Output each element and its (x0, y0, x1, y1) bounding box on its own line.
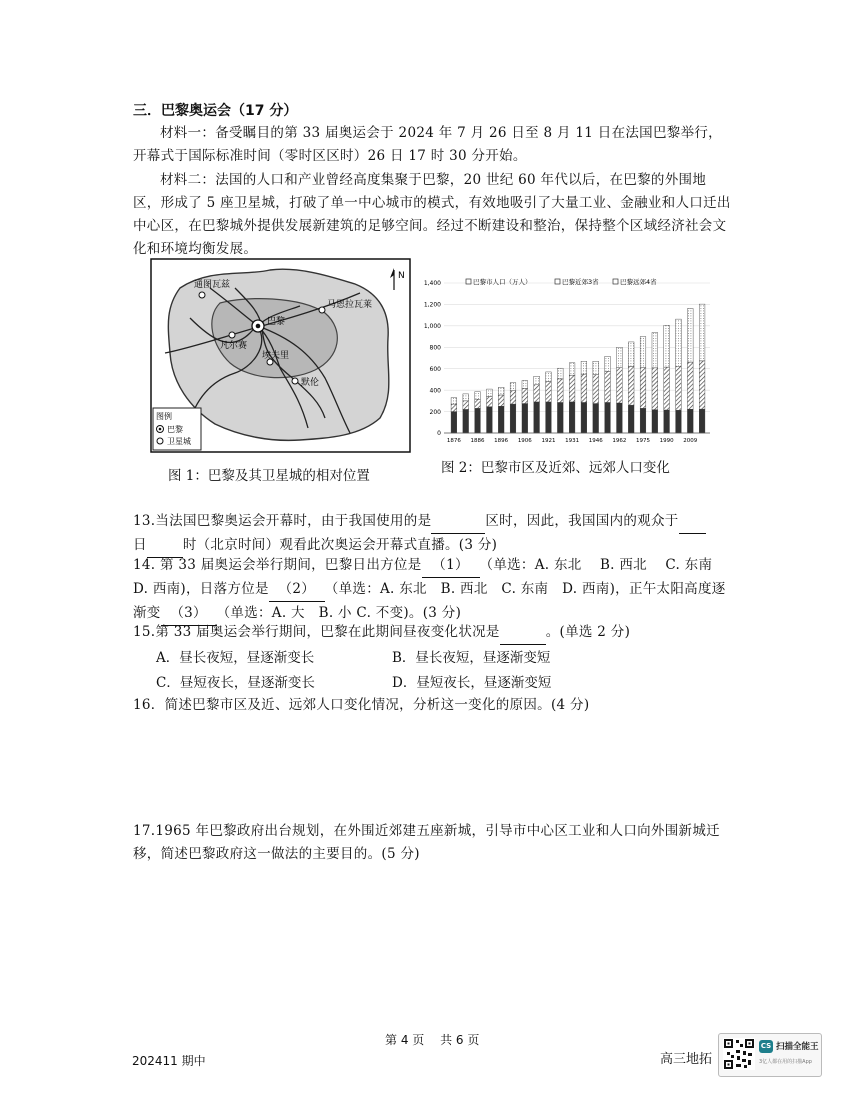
answer-blank[interactable]: （2） (269, 578, 325, 602)
y-tick-label: 1,200 (423, 301, 441, 309)
y-tick-label: 0 (437, 430, 441, 438)
bar-segment (498, 406, 504, 433)
section-title: 三．巴黎奥运会（17 分） (133, 103, 298, 119)
question-14: 14. 第 33 届奥运会举行期间，巴黎日出方位是 （1） （单选：A. 东北 B. 西北 C. 东南 D. 西南)，日落方位是 （2） （单选：A. 东北 B. 西北 C. 东南 D. 西南)，正午太阳高度逐渐变 （3） （单选：A. 大 B. 小 C. 不变)。(3 分) (133, 554, 733, 626)
question-13: 13.当法国巴黎奥运会开幕时，由于我国使用的是 区时，因此，我国国内的观众于 日 时（北京时间）观看此次奥运会开幕式直播。(3 分) (133, 510, 733, 558)
bar-segment (546, 402, 552, 433)
y-tick-label: 200 (429, 408, 441, 416)
bar-segment (557, 379, 563, 403)
bar-segment (640, 368, 646, 409)
y-tick-label: 1,000 (423, 323, 441, 331)
bar-segment (522, 381, 528, 389)
scanner-logo-icon: CS (759, 1040, 773, 1053)
answer-blank[interactable]: （1） (422, 554, 480, 578)
bar-segment (487, 389, 493, 397)
question-15: 15.第 33 届奥运会举行期间，巴黎在此期间昼夜变化状况是 。(单选 2 分) (133, 621, 733, 645)
answer-blank[interactable] (431, 510, 485, 534)
legend-series-1: 巴黎市人口（万人） (473, 278, 532, 286)
material-two: 材料二：法国的人口和产业曾经高度集聚于巴黎，20 世纪 60 年代以后，在巴黎的外围地区，形成了 5 座卫星城，打破了单一中心城市的模式，有效地吸引了大量工业、金融业和人口迁出中心区，在巴黎城外提供发展新建筑的足够空间。经过不断建设和整治，保持整个区域经济社会文化和环境均衡发展。 (133, 172, 731, 257)
bar-segment (628, 405, 634, 433)
x-tick-label: 1990 (659, 438, 674, 444)
bar-segment (451, 404, 457, 412)
x-tick-label: 1931 (565, 438, 580, 444)
y-tick-label: 400 (429, 387, 441, 395)
legend-item: 卫星城 (167, 437, 191, 446)
figure1-caption: 图 1：巴黎及其卫星城的相对位置 (168, 468, 370, 484)
x-tick-label: 1886 (470, 438, 485, 444)
legend-item: 巴黎 (167, 425, 183, 434)
bar-segment (581, 361, 587, 374)
bar-segment (510, 383, 516, 391)
population-chart (418, 268, 718, 453)
bar-segment (617, 403, 623, 433)
bar-segment (593, 375, 599, 404)
paris-map (150, 258, 412, 454)
bar-segment (581, 374, 587, 402)
footer-left: 202411 期中 (132, 1054, 206, 1068)
bar-segment (475, 408, 481, 433)
bar-segment (463, 401, 469, 410)
bar-segment (593, 404, 599, 433)
bar-segment (687, 362, 693, 409)
bar-segment (498, 395, 504, 406)
bar-segment (628, 367, 634, 406)
x-tick-label: 1962 (612, 438, 627, 444)
bar-segment (487, 397, 493, 407)
bar-segment (569, 375, 575, 402)
bar-segment (640, 337, 646, 368)
question-17: 17.1965 年巴黎政府出台规划，在外围近郊建五座新城，引导市中心区工业和人口向外围新城迁移，简述巴黎政府这一做法的主要目的。(5 分) (133, 823, 720, 862)
bar-segment (546, 372, 552, 382)
bar-segment (699, 361, 705, 409)
bar-segment (676, 366, 682, 410)
bar-segment (475, 392, 481, 400)
page-number: 第 4 页 共 6 页 (385, 1033, 480, 1047)
x-tick-label: 1906 (517, 438, 532, 444)
bar-segment (652, 333, 658, 368)
bar-segment (557, 402, 563, 433)
bar-segment (475, 399, 481, 408)
bar-segment (617, 368, 623, 403)
bar-segment (628, 342, 634, 367)
bar-segment (699, 409, 705, 433)
figure2-caption: 图 2：巴黎市区及近郊、远郊人口变化 (441, 460, 670, 476)
bar-segment (581, 402, 587, 433)
bar-segment (451, 412, 457, 433)
answer-blank[interactable] (679, 510, 706, 534)
bar-segment (593, 361, 599, 374)
bar-segment (522, 404, 528, 433)
satellite-marker (199, 292, 205, 298)
x-tick-label: 2009 (683, 438, 698, 444)
option-c: C．昼短夜长，昼逐渐变长 (156, 675, 315, 691)
material-one: 材料一：备受瞩目的第 33 届奥运会于 2024 年 7 月 26 日至 8 月 11 日在法国巴黎举行，开幕式于国际标准时间（零时区区时）26 日 17 时 30 分开始。 (133, 125, 722, 164)
bar-segment (451, 398, 457, 404)
question-16: 16．简述巴黎市区及近、远郊人口变化情况，分析这一变化的原因。(4 分) (133, 697, 590, 713)
city-label: 巴黎 (267, 317, 286, 327)
chart-legend (466, 277, 657, 286)
legend-series-3: 巴黎远郊4省 (620, 278, 657, 286)
bar-segment (534, 376, 540, 385)
satellite-marker (292, 378, 298, 384)
bar-segment (557, 368, 563, 379)
x-tick-label: 1896 (494, 438, 509, 444)
bar-segment (605, 356, 611, 371)
footer-right: 高三地拓 (660, 1052, 713, 1067)
scanner-subtitle: 3亿人都在用的扫描App (759, 1059, 812, 1065)
bar-segment (605, 371, 611, 402)
option-a: A．昼长夜短，昼逐渐变长 (156, 650, 315, 666)
bar-segment (463, 409, 469, 433)
x-tick-label: 1876 (446, 438, 461, 444)
bar-segment (463, 394, 469, 401)
city-label: 凡尔赛 (220, 341, 248, 351)
bar-segment (664, 367, 670, 410)
bar-segment (605, 402, 611, 433)
answer-blank[interactable]: （3） (161, 602, 217, 626)
bar-segment (687, 309, 693, 363)
bar-segment (498, 387, 504, 395)
option-b: B．昼长夜短，昼逐渐变短 (392, 650, 551, 666)
bar-segment (640, 408, 646, 433)
city-label: 通图瓦兹 (194, 280, 231, 290)
city-label: 默伦 (301, 378, 320, 388)
city-label: 埃夫里 (262, 351, 290, 361)
bar-segment (699, 304, 705, 361)
bar-segment (569, 402, 575, 433)
bar-segment (664, 325, 670, 367)
answer-blank[interactable] (500, 621, 546, 645)
svg-text:N: N (398, 271, 405, 281)
satellite-marker (229, 332, 235, 338)
bar-segment (546, 382, 552, 402)
bar-segment (676, 319, 682, 366)
bar-segment (510, 391, 516, 404)
city-label: 马恩拉瓦莱 (327, 300, 373, 310)
x-tick-label: 1946 (588, 438, 603, 444)
x-tick-label: 1921 (541, 438, 556, 444)
bar-segment (534, 402, 540, 433)
y-tick-label: 1,400 (423, 280, 441, 288)
satellite-marker (319, 307, 325, 313)
bar-segment (510, 404, 516, 433)
bar-segment (617, 347, 623, 367)
bar-segment (522, 389, 528, 404)
legend-series-2: 巴黎近郊3省 (562, 278, 599, 286)
y-tick-label: 600 (429, 365, 441, 373)
bar-segment (664, 410, 670, 433)
option-d: D．昼短夜长，昼逐渐变短 (392, 675, 552, 691)
bar-segment (652, 410, 658, 433)
bar-segment (569, 363, 575, 375)
bar-segment (652, 368, 658, 410)
qr-code-icon (723, 1038, 755, 1070)
scanner-watermark (718, 1033, 822, 1077)
legend-title: 图例 (156, 412, 172, 421)
bar-segment (487, 407, 493, 433)
scanner-title: 扫描全能王 (776, 1042, 819, 1052)
bar-segment (687, 409, 693, 433)
bar-segment (534, 385, 540, 402)
bar-segment (676, 410, 682, 433)
x-tick-label: 1975 (636, 438, 650, 444)
y-tick-label: 800 (429, 344, 441, 352)
